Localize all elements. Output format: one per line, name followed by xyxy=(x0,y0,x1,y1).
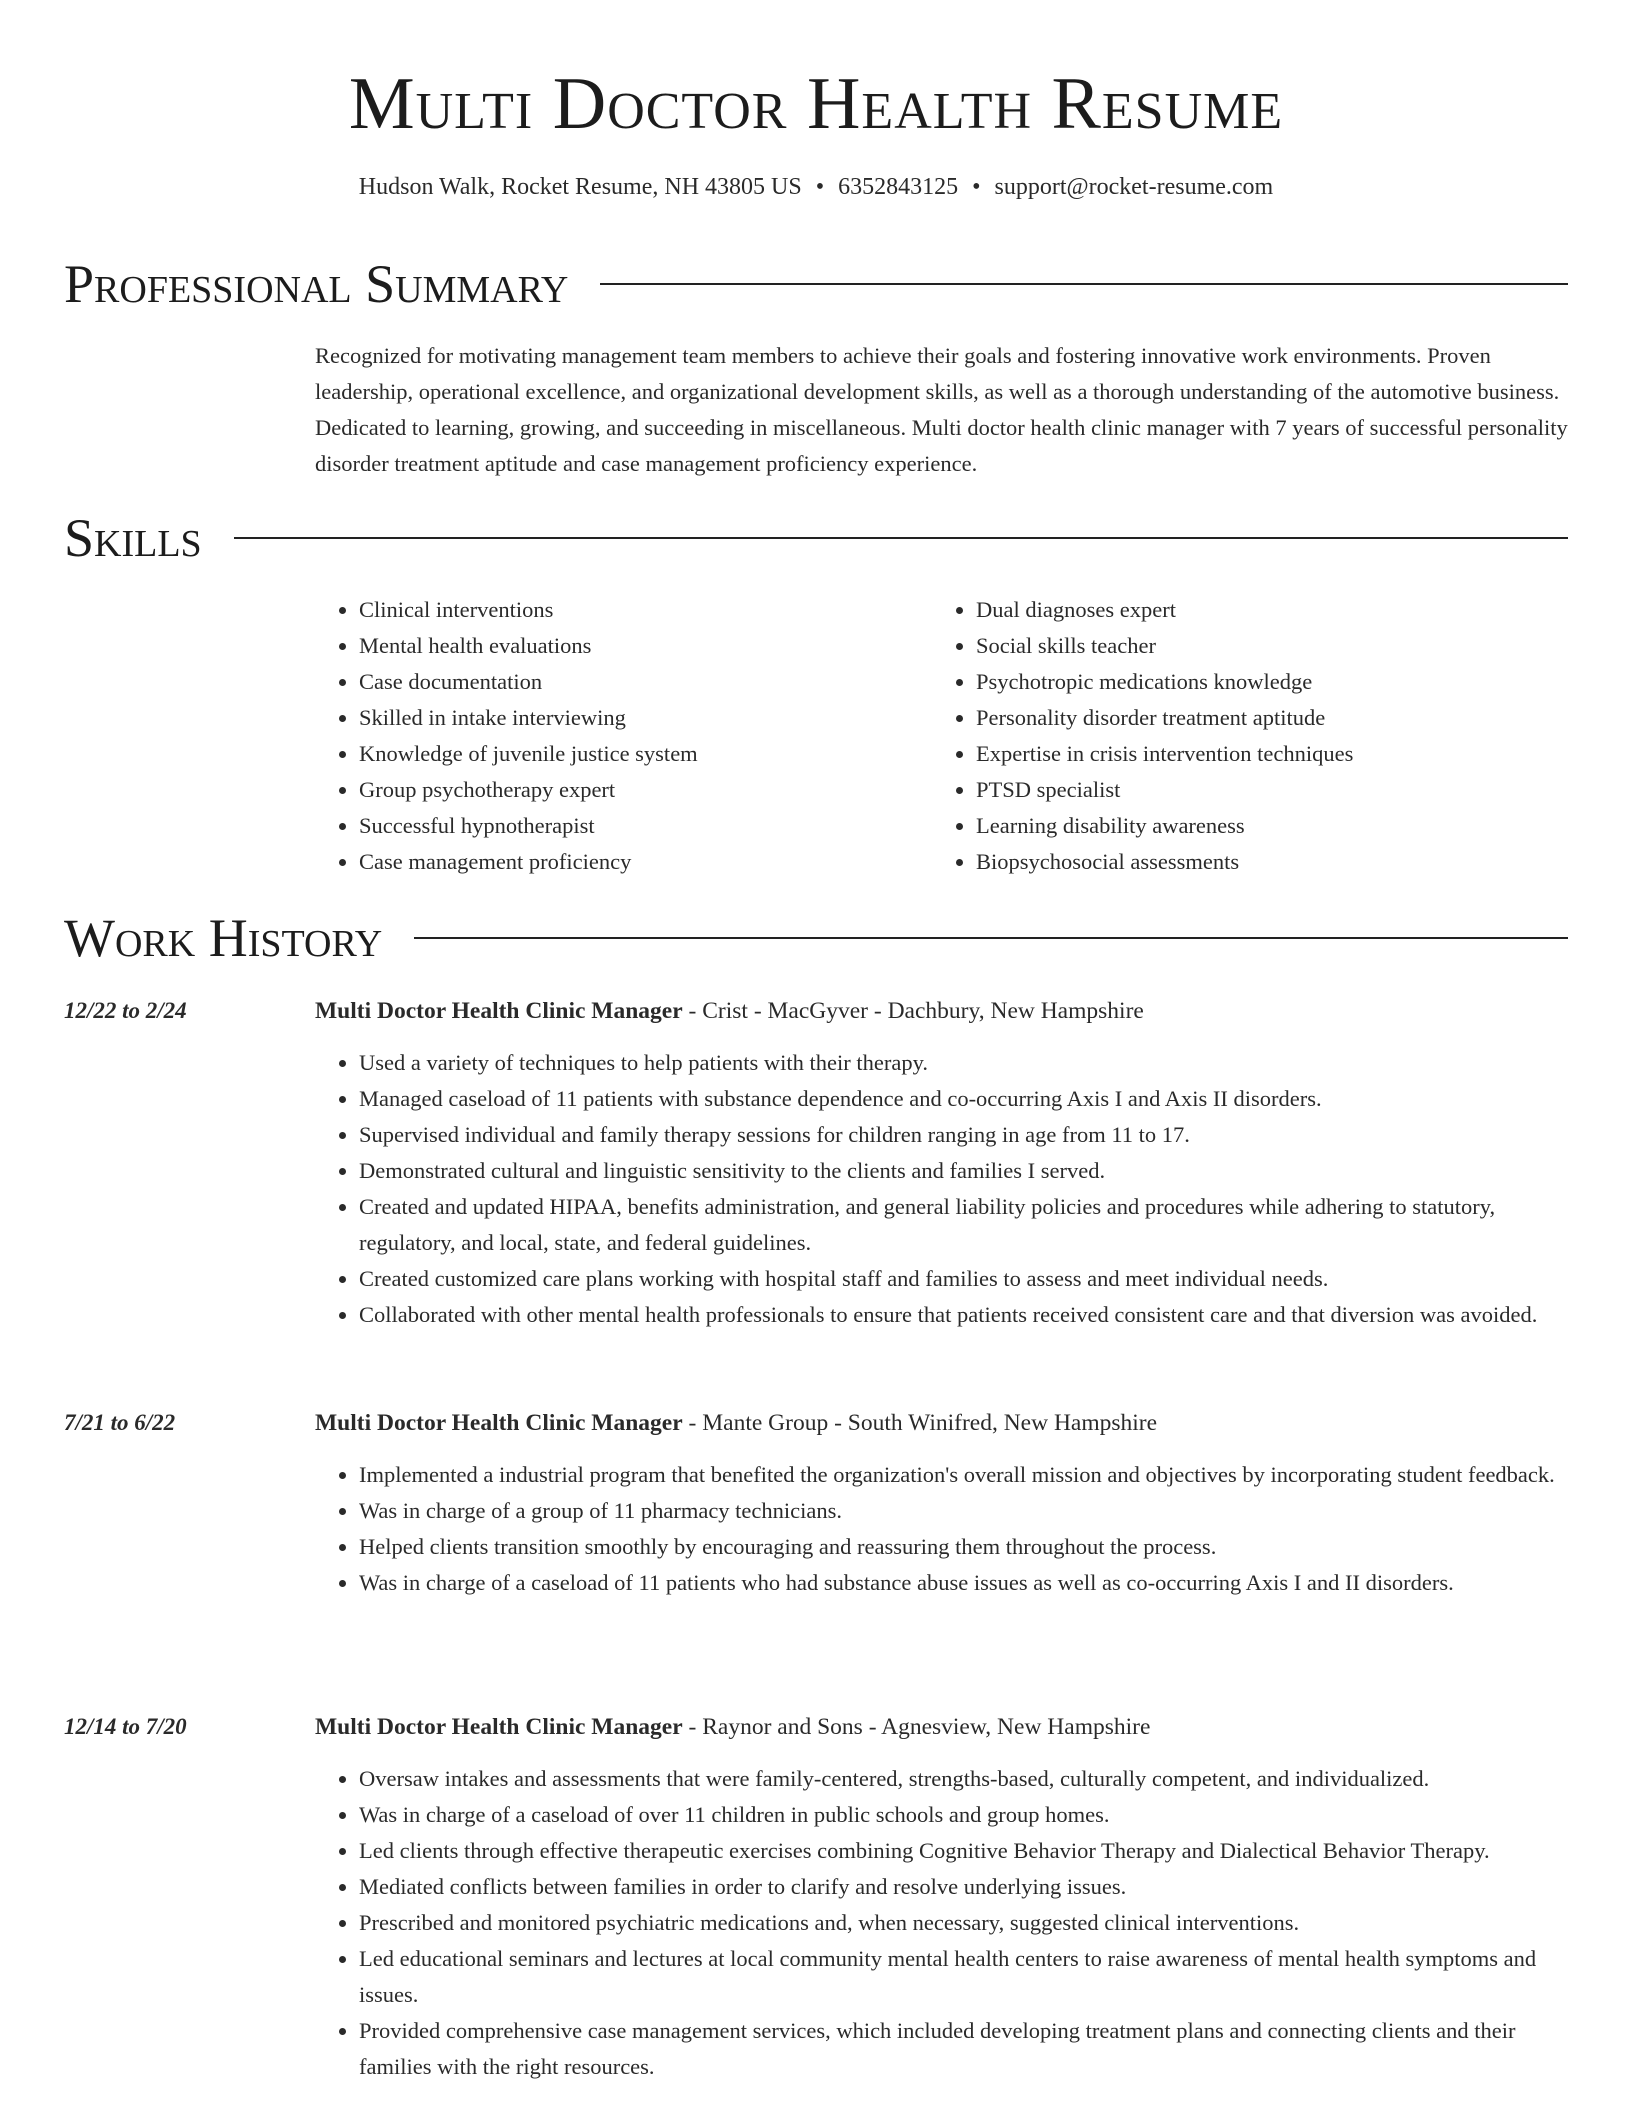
skill-item: • Mental health evaluations xyxy=(359,628,932,664)
skills-section xyxy=(315,592,1568,880)
job-bullet: • Created customized care plans working with hospital staff and families to assess and meet individual needs. xyxy=(359,1261,1568,1297)
job-entry xyxy=(315,1709,1568,2085)
contact-email: support@rocket-resume.com xyxy=(994,174,1274,200)
job-title: Multi Doctor Health Clinic Manager xyxy=(315,1410,683,1436)
job-bullet: • Led clients through effective therapeutic exercises combining Cognitive Behavior Therapy and Dialectical Behavior Therapy. xyxy=(359,1833,1568,1869)
skill-item: • Case documentation xyxy=(359,664,932,700)
contact-line xyxy=(64,172,1568,202)
job-dates: 12/22 to 2/24 xyxy=(64,998,187,1023)
job-bullet: • Was in charge of a caseload of 11 patients who had substance abuse issues as well as co-occurring Axis I and II disorders. xyxy=(359,1565,1568,1601)
job-bullet: • Prescribed and monitored psychiatric medications and, when necessary, suggested clinical interventions. xyxy=(359,1905,1568,1941)
skill-item: • Clinical interventions xyxy=(359,592,932,628)
job-heading xyxy=(315,1709,1568,1745)
contact-separator: • xyxy=(972,174,981,200)
job-bullet: • Supervised individual and family therapy sessions for children ranging in age from 11 to 17. xyxy=(359,1117,1568,1153)
job-dates: 7/21 to 6/22 xyxy=(64,1410,176,1435)
resume-name: Multi Doctor Health Resume xyxy=(348,63,1284,145)
skill-item: • Group psychotherapy expert xyxy=(359,772,932,808)
summary-heading xyxy=(64,254,1568,314)
job-entry xyxy=(315,993,1568,1333)
skills-heading xyxy=(64,508,1568,568)
resume-page xyxy=(64,0,1568,2079)
skill-item: • Expertise in crisis intervention techniques xyxy=(976,736,1556,772)
skill-item: • Psychotropic medications knowledge xyxy=(976,664,1556,700)
job-title: Multi Doctor Health Clinic Manager xyxy=(315,998,683,1024)
contact-address: Hudson Walk, Rocket Resume, NH 43805 US xyxy=(358,174,802,200)
job-bullet: • Implemented a industrial program that benefited the organization's overall mission and objectives by incorporating student feedback. xyxy=(359,1457,1568,1493)
job-heading xyxy=(315,993,1568,1029)
job-dates: 12/14 to 7/20 xyxy=(64,1714,187,1739)
job-heading xyxy=(315,1405,1568,1441)
job-bullets xyxy=(315,1457,1568,1601)
job-bullet: • Demonstrated cultural and linguistic sensitivity to the clients and families I served. xyxy=(359,1153,1568,1189)
job-entry xyxy=(315,1405,1568,1601)
job-bullet: • Was in charge of a group of 11 pharmacy technicians. xyxy=(359,1493,1568,1529)
skill-item: • Successful hypnotherapist xyxy=(359,808,932,844)
skills-column-left xyxy=(315,592,932,880)
summary-title: Professional Summary xyxy=(64,254,569,314)
job-company: - Crist - MacGyver - Dachbury, New Hampshire xyxy=(682,998,1144,1024)
work-title: Work History xyxy=(64,908,383,968)
skill-item: • Personality disorder treatment aptitude xyxy=(976,700,1556,736)
skill-item: • Social skills teacher xyxy=(976,628,1556,664)
job-bullet: • Provided comprehensive case management services, which included developing treatment plans and connecting clients and their families with the right resources. xyxy=(359,2013,1568,2085)
job-company: - Raynor and Sons - Agnesview, New Hampshire xyxy=(682,1714,1151,1740)
skills-title: Skills xyxy=(64,508,202,568)
skill-item: • Skilled in intake interviewing xyxy=(359,700,932,736)
skill-item: • Knowledge of juvenile justice system xyxy=(359,736,932,772)
job-bullet: • Used a variety of techniques to help patients with their therapy. xyxy=(359,1045,1568,1081)
job-bullet: • Managed caseload of 11 patients with substance dependence and co-occurring Axis I and Axis II disorders. xyxy=(359,1081,1568,1117)
skill-item: • Biopsychosocial assessments xyxy=(976,844,1556,880)
work-heading xyxy=(64,908,1568,968)
skill-item: • Dual diagnoses expert xyxy=(976,592,1556,628)
job-company: - Mante Group - South Winifred, New Hampshire xyxy=(682,1410,1158,1436)
job-bullet: • Helped clients transition smoothly by encouraging and reassuring them throughout the process. xyxy=(359,1529,1568,1565)
job-bullets xyxy=(315,1761,1568,2085)
skill-item: • Learning disability awareness xyxy=(976,808,1556,844)
job-bullet: • Oversaw intakes and assessments that were family-centered, strengths-based, culturally competent, and individualized. xyxy=(359,1761,1568,1797)
job-bullets xyxy=(315,1045,1568,1333)
summary-section xyxy=(315,338,1568,482)
section-divider xyxy=(414,937,1568,939)
job-bullet: • Mediated conflicts between families in order to clarify and resolve underlying issues. xyxy=(359,1869,1568,1905)
skills-column-right xyxy=(932,592,1556,880)
job-title: Multi Doctor Health Clinic Manager xyxy=(315,1714,683,1740)
summary-text: Recognized for motivating management team members to achieve their goals and fostering innovative work environments. Proven leadership, operational excellence, and organizational development skills, as well as a thorough understanding of the automotive business. Dedicated to learning, growing, and succeeding in miscellaneous. Multi doctor health clinic manager with 7 years of successful personality disorder treatment aptitude and case management proficiency experience. xyxy=(315,343,1568,476)
contact-phone: 6352843125 xyxy=(838,174,959,200)
job-bullet: • Led educational seminars and lectures at local community mental health centers to raise awareness of mental health symptoms and issues. xyxy=(359,1941,1568,2013)
contact-separator: • xyxy=(815,174,825,200)
job-bullet: • Created and updated HIPAA, benefits administration, and general liability policies and procedures while adhering to statutory, regulatory, and local, state, and federal guidelines. xyxy=(359,1189,1568,1261)
skill-item: • PTSD specialist xyxy=(976,772,1556,808)
section-divider xyxy=(234,537,1568,539)
job-bullet: • Collaborated with other mental health professionals to ensure that patients received consistent care and that diversion was avoided. xyxy=(359,1297,1568,1333)
section-divider xyxy=(600,283,1568,285)
skills-grid xyxy=(315,592,1568,880)
job-bullet: • Was in charge of a caseload of over 11 children in public schools and group homes. xyxy=(359,1797,1568,1833)
skill-item: • Case management proficiency xyxy=(359,844,932,880)
